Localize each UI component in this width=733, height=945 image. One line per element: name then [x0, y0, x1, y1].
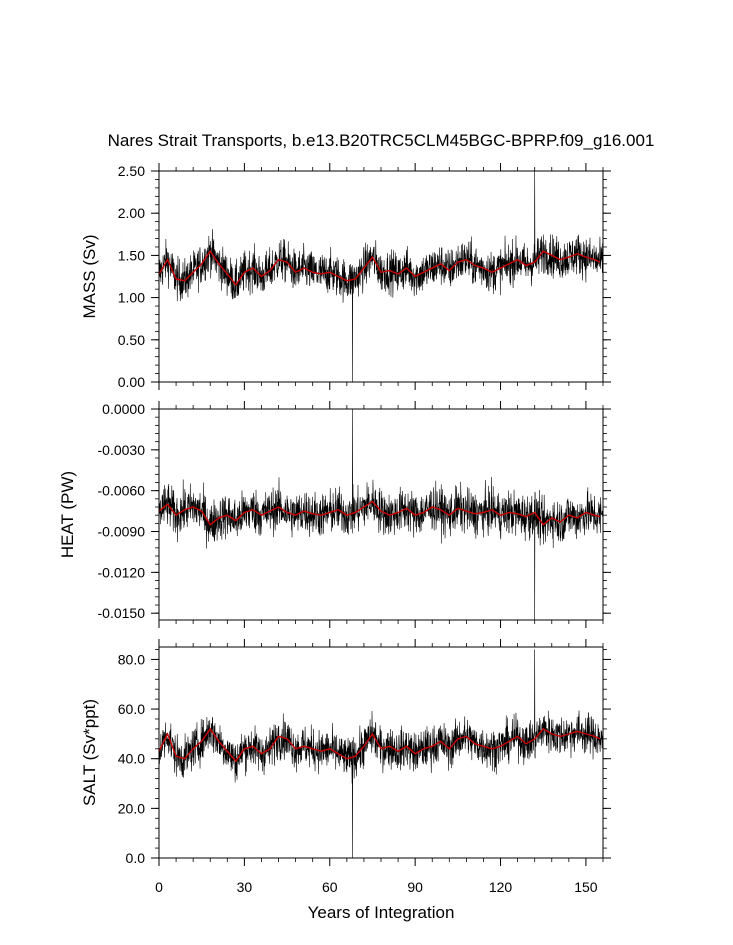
x-axis-label: Years of Integration [307, 903, 455, 922]
y-tick-label: 80.0 [117, 651, 145, 668]
y-tick-label: 40.0 [117, 750, 145, 767]
y-tick-label: 0.0 [125, 850, 145, 866]
y-tick-label: -0.0090 [97, 523, 145, 540]
panels [58, 163, 611, 866]
x-tick-label: 0 [155, 879, 163, 895]
y-tick-label: -0.0120 [97, 564, 145, 581]
y-tick-label: 1.00 [117, 289, 145, 306]
x-tick-label: 30 [236, 879, 253, 895]
x-tick-label: 60 [321, 879, 338, 895]
x-tick-label: 120 [488, 879, 513, 895]
y-tick-label: 2.00 [117, 205, 145, 222]
y-tick-label: 0.0000 [102, 401, 145, 417]
y-axis-label: SALT (Sv*ppt) [80, 698, 99, 807]
panel-1 [58, 401, 611, 628]
y-tick-label: 20.0 [117, 800, 145, 817]
panel-0 [80, 163, 611, 390]
y-tick-label: 2.50 [117, 163, 145, 179]
x-axis [155, 879, 598, 895]
y-tick-label: 1.50 [117, 247, 145, 264]
panel-2 [80, 639, 611, 866]
y-axis-label: MASS (Sv) [80, 234, 99, 319]
monthly-series-line [159, 649, 603, 858]
x-tick-label: 150 [574, 879, 598, 895]
y-tick-label: 0.50 [117, 331, 145, 348]
x-tick-label: 90 [407, 879, 423, 895]
chart-title: Nares Strait Transports, b.e13.B20TRC5CLM45BGC-BPRP.f09_g16.001 [107, 131, 655, 150]
y-tick-label: -0.0060 [97, 482, 145, 499]
y-tick-label: -0.0150 [97, 605, 145, 622]
y-axis-label: HEAT (PW) [58, 470, 77, 559]
y-tick-label: -0.0030 [97, 441, 145, 458]
y-tick-label: 0.00 [117, 374, 145, 390]
monthly-series-line [159, 171, 603, 382]
y-tick-label: 60.0 [117, 701, 145, 718]
